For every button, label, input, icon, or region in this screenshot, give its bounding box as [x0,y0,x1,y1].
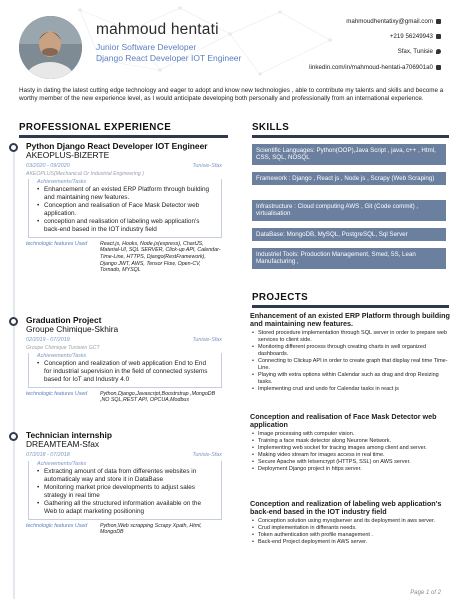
experience-item [26,142,222,274]
achievements-title: Achievements/Tasks [37,461,87,468]
project-bullet: • Stored procedure implementation through SQL server in order to prepare web services to client side. [250,330,450,344]
project-bullet: • Token authentication with profile management . [250,532,450,539]
contact-phone [390,33,441,40]
achievement-item: • Gathering all the structured information available on the Web to adapt marketing positioning [37,500,215,515]
achievements-list [37,360,215,383]
project-bullet: • Crud implementation in differants needs. [250,525,450,532]
skills-section-rule [252,135,449,138]
envelope-icon [436,19,441,24]
job-meta [26,336,222,345]
experience-section-title: PROFESSIONAL EXPERIENCE [19,122,172,133]
project-title: Enhancement of an existed ERP Platform through building and maintaining new features. [250,311,450,329]
project-bullets [250,330,450,392]
job-date: 07/2018 - 07/2018 [26,452,70,459]
job-location: Tunisie-Sfax [192,163,222,170]
resume-header [0,0,474,84]
achievements-box [28,179,222,237]
project-bullet: • Monitoring different process through creating charts in well organized dashboards. [250,344,450,358]
job-title: Graduation Project [26,315,102,325]
contact-email[interactable] [346,18,441,25]
email-text: mahmoudhentatixy@gmail.com [346,18,433,25]
skill-tag: DataBase: MongoDB, MySQL, PostgreSQL, Sql Server [252,228,446,241]
experience-timeline [13,144,15,599]
timeline-dot [9,432,18,441]
project-item [250,312,450,392]
linkedin-text: linkedin.com/in/mahmoud-hentati-a706901a0 [309,64,433,71]
achievements-list [37,186,215,233]
candidate-name: mahmoud hentati [96,21,219,38]
achievement-item: • Conception and realization of web application End to End for industrial supervision in the field of connected systems based for IoT and Industry 4.0 [37,360,215,383]
contact-linkedin[interactable] [309,64,441,71]
job-location: Tunisie-Sfax [192,452,222,459]
tech-label: technologic features Used [26,240,88,247]
tech-used [26,241,222,274]
skills-section-title: SKILLS [252,122,290,133]
project-bullet: • Back-end Project deployment in AWS server. [250,539,450,546]
achievement-item: • conception and realisation of labeling web application's back-end based in the IOT industry field [37,218,215,233]
achievements-box [28,353,222,387]
tech-value: Python,Django,Javascript,Boostrstrap ,MongoDB ,NO SQL,REST API, OPCUA,Modbus [100,390,216,404]
job-company: AKEOPLUS-BIZERTE [26,150,110,161]
project-item [250,413,450,473]
phone-icon [436,34,441,39]
project-title: Conception and realization of labeling web application's back-end based in the IOT industry field [250,499,442,517]
projects-section-rule [252,305,449,308]
achievements-box [28,461,222,519]
achievements-list [37,468,215,515]
project-bullet: • Image processing with computer vision. [250,431,450,438]
timeline-dot [9,317,18,326]
profile-summary: Hasty in dating the latest cutting edge technology and eager to adopt and know new technologies , able to contribute my talents and skills and become a worthy member of the new experience level, as I would anticipate developing both personally and professionally from an international experience. [19,87,444,103]
tech-label: technologic features Used [26,522,88,529]
achievement-item: • Extracting amount of data from differentes websites in automaticaly way and store it in DataBase [37,468,215,483]
project-bullets [250,431,450,472]
skill-tag: Scientific Languages: Python(OOP),Java Script , java, c++ , Html, CSS, SQL, NOSQL [252,144,446,165]
experience-item [26,316,222,404]
achievements-title: Achievements/Tasks [37,353,87,360]
projects-section-title: PROJECTS [252,292,309,303]
job-date: 02/2019 - 07/2019 [26,337,70,344]
linkedin-icon [436,65,441,70]
job-title: Python Django React Developer IOT Engineer [26,141,208,151]
job-location: Tunisie-Sfax [192,337,222,344]
project-bullet: • Connecting to Clickup API in order to create graph that display real time Time-Line. [250,358,450,372]
tech-used [26,391,222,404]
job-title: Technician internship [26,430,112,440]
job-company-description: AKEOPLUS(Mechanical Or Industrial Engineering ) [26,171,144,178]
tech-value: React.js, Hooks, Node.js(express), ChartJS, Material-UI, SQL SERVER, Click-up API, Calendar-Time-Line, HTTPS, Django(RestFramework), Django JWT, AWS, Tensor Flow, Open-CV, Tornado, MYSQL [100,240,221,274]
project-bullet: • Training a face mask detector along Neurone Network. [250,438,450,445]
project-bullet: • Implementing web socket for tracing images among client and server. [250,445,450,452]
contact-location [398,48,441,55]
timeline-dot [9,143,18,152]
project-bullet: • Deployment Django project in https server. [250,466,450,473]
job-meta [26,162,222,171]
skill-tag: Infrastructure : Cloud computing AWS , Git (Code commit) , virtualisation [252,200,446,221]
job-company: DREAMTEAM-Sfax [26,439,100,450]
project-bullet: • Making video stream for images access in real time. [250,452,450,459]
job-company: Groupe Chimique-Skhira [26,324,119,335]
project-bullet: • Implementing crud and undo for Calendar tasks in react js [250,386,450,393]
achievements-title: Achievements/Tasks [37,179,87,186]
page-number: Page 1 of 2 [410,590,441,596]
tech-label: technologic features Used [26,390,88,397]
experience-section-rule [19,135,228,138]
job-date: 03/2020 - 09/2020 [26,163,70,170]
achievement-item: • Monitoring market price developments to adjust sales strategy in real time [37,484,215,499]
project-bullet: • Playing with extra options within Calendar such as drag and drop Resizing tasks. [250,372,450,386]
job-role-secondary: Django React Developer IOT Engineer [96,53,242,63]
tech-used [26,523,222,536]
profile-photo [19,16,82,79]
tech-value: Python,Web scrapping Scrapy Xpath, Html, MongoDB [100,522,202,536]
job-company-description: Groupe Chimique Tunisien GCT [26,345,100,352]
job-meta [26,451,222,460]
project-bullets [250,518,450,546]
project-bullet: • Secure Apache with letsencrypt (HTTPS, SSL) on AWS server. [250,459,450,466]
phone-text: +219 56249943 [389,33,433,40]
achievement-item: • Enhancement of an existed ERP Platform through building and maintaining new features. [37,186,215,201]
project-item [250,500,450,546]
project-bullet: • Conception solution using mysqlserver and its deployment in aws server. [250,518,450,525]
project-title: Conception and realisation of Face Mask Detector web application [250,412,437,430]
location-pin-icon [436,49,441,54]
achievement-item: • Conception and realisation of Face Mask Detector web application. [37,202,215,217]
job-role-primary: Junior Software Developer [96,42,197,52]
skill-tag: Industriel Tools: Production Management, Smed, 5S, Lean Manufacturing , [252,248,446,269]
location-text: Sfax, Tunisie [397,48,433,55]
experience-item [26,431,222,536]
skill-tag: Framework : Django , React js , Node js , Scrapy (Web Scraping) [252,172,446,185]
